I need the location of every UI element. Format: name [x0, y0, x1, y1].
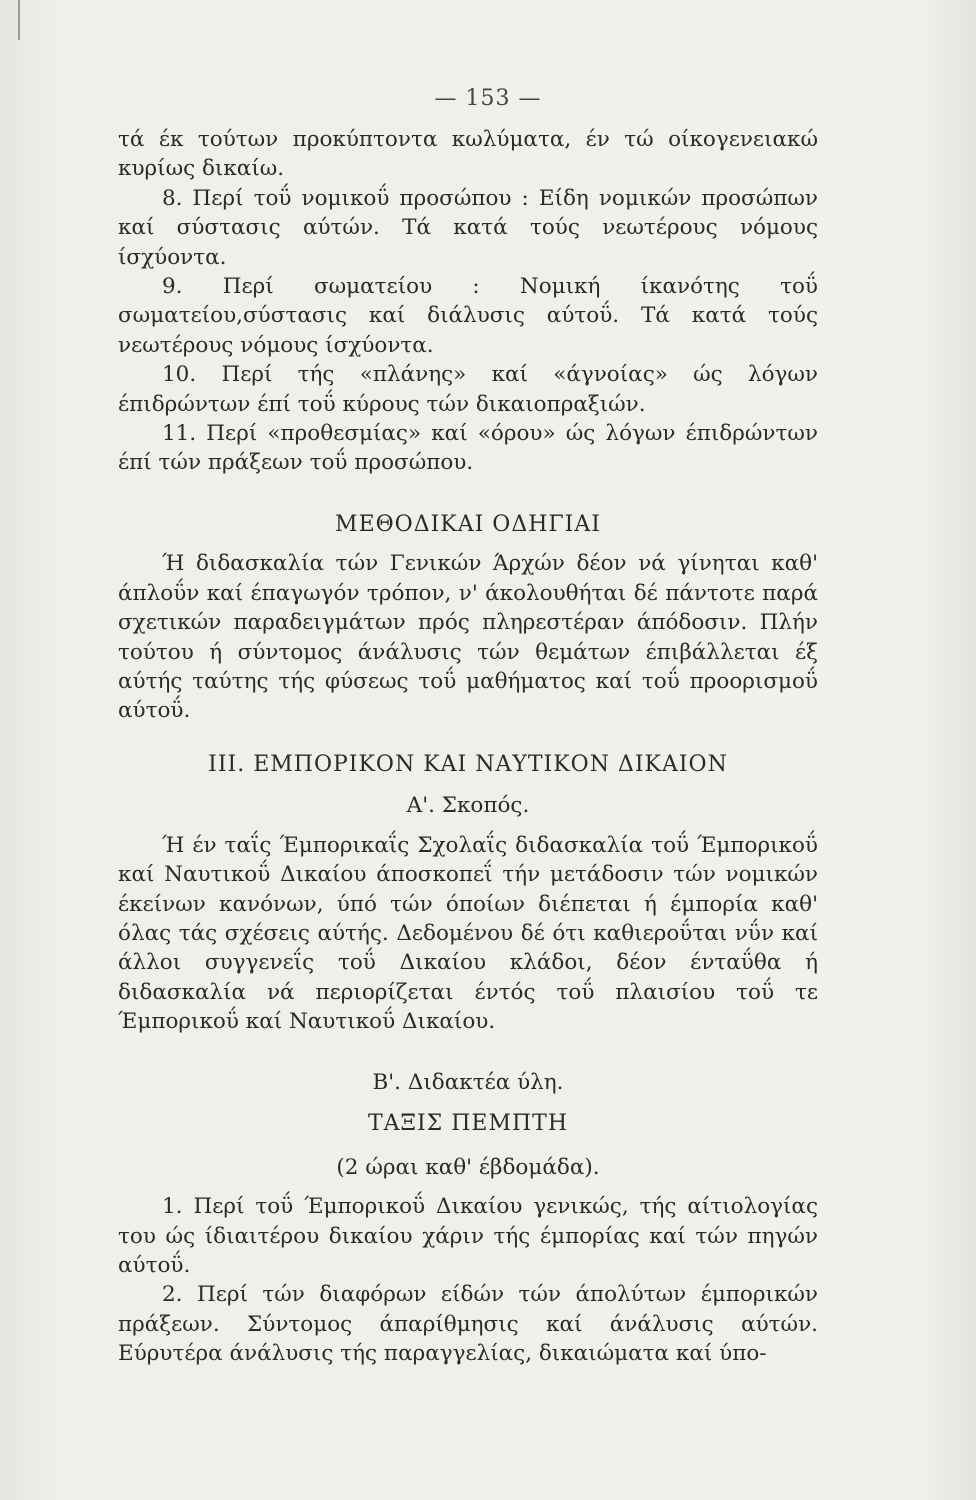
list-item: 2. Περί τών διαφόρων είδών τών άπολύτων έμπορικών πράξεων. Σύντομος άπαρίθμησις καί άνάλυσις αύτών. Εύρυτέρα άνάλυσις τής παραγγελίας, δικαιώματα καί ύπο-: [118, 1282, 818, 1367]
commercial-law-section: [118, 750, 818, 1037]
page-number: — 153 —: [434, 86, 542, 111]
list-item: 1. Περί τοΰ Έμπορικοΰ Δικαίου γενικώς, τής αίτιολογίας του ώς ίδιαιτέρου δικαίου χάριν τής έμπορίας καί τών πηγών αύτοΰ.: [118, 1194, 818, 1279]
intro-paragraph: τά έκ τούτων προκύπτοντα κωλύματα, έν τώ οίκογενειακώ κυρίως δικαίω.: [118, 127, 818, 182]
list-item: 8. Περί τοΰ νομικοΰ προσώπου : Είδη νομικών προσώπων καί σύστασις αύτών. Τά κατά τούς νεωτέρους νόμους ίσχύοντα.: [118, 185, 818, 270]
methodical-heading: ΜΕΘΟΔΙΚΑΙ ΟΔΗΓΙΑΙ: [335, 512, 601, 537]
material-heading: Β'. Διδακτέα ύλη.: [372, 1070, 564, 1095]
aim-heading: Α'. Σκοπός.: [406, 793, 530, 819]
material-section: [118, 1068, 818, 1369]
aim-paragraph: Ή έν ταΐς Έμπορικαΐς Σχολαΐς διδασκαλία τοΰ Έμπορικοΰ καί Ναυτικοΰ Δικαίου άποσκοπεΐ τήν μετάδοσιν τών νομικών έκείνων κανόνων, ύπό τών όποίων διέπεται ή έμπορία καθ' όλας τάς σχέσεις αύτής. Δεδομένου δέ ότι καθιεροΰται νΰν καί άλλοι συγγενεΐς τοΰ Δικαίου κλάδοι, δέον ένταΰθα ή διδασκαλία νά περιορίζεται έντός τοΰ πλαισίου τοΰ τε Έμπορικοΰ καί Ναυτικοΰ Δικαίου.: [118, 832, 818, 1035]
hours-heading: (2 ώραι καθ' έβδομάδα).: [336, 1154, 600, 1180]
section-heading: III. ΕΜΠΟΡΙΚΟΝ ΚΑΙ ΝΑΥΤΙΚΟΝ ΔΙΚΑΙΟΝ: [208, 752, 728, 777]
methodical-section: [118, 510, 818, 726]
list-item: 11. Περί «προθεσμίας» καί «όρου» ώς λόγων έπιδρώντων έπί τών πράξεων τοΰ προσώπου.: [118, 421, 818, 476]
binding-edge: [18, 0, 20, 40]
top-section: [118, 125, 818, 478]
list-item: 9. Περί σωματείου : Νομική ίκανότης τοΰ σωματείου,σύστασις καί διάλυσις αύτοΰ. Τά κατά τούς νεωτέρους νόμους ίσχύοντα.: [118, 274, 818, 358]
class-heading: ΤΑΞΙΣ ΠΕΜΠΤΗ: [367, 1111, 569, 1137]
list-item: 10. Περί τής «πλάνης» καί «άγνοίας» ώς λόγων έπιδρώντων έπί τοΰ κύρους τών δικαιοπραξιών.: [118, 362, 818, 417]
methodical-paragraph: Ή διδασκαλία τών Γενικών Άρχών δέον νά γίνηται καθ' άπλοΰν καί έπαγωγόν τρόπον, ν' άκολουθήται δέ πάντοτε παρά σχετικών παραδειγμάτων πρός πληρεστέραν άπόδοσιν. Πλήν τούτου ή σύντομος άνάλυσις τών θεμάτων έπιβάλλεται έξ αύτής ταύτης τής φύσεως τοΰ μαθήματος καί τοΰ προορισμοΰ αύτοΰ.: [118, 551, 818, 724]
